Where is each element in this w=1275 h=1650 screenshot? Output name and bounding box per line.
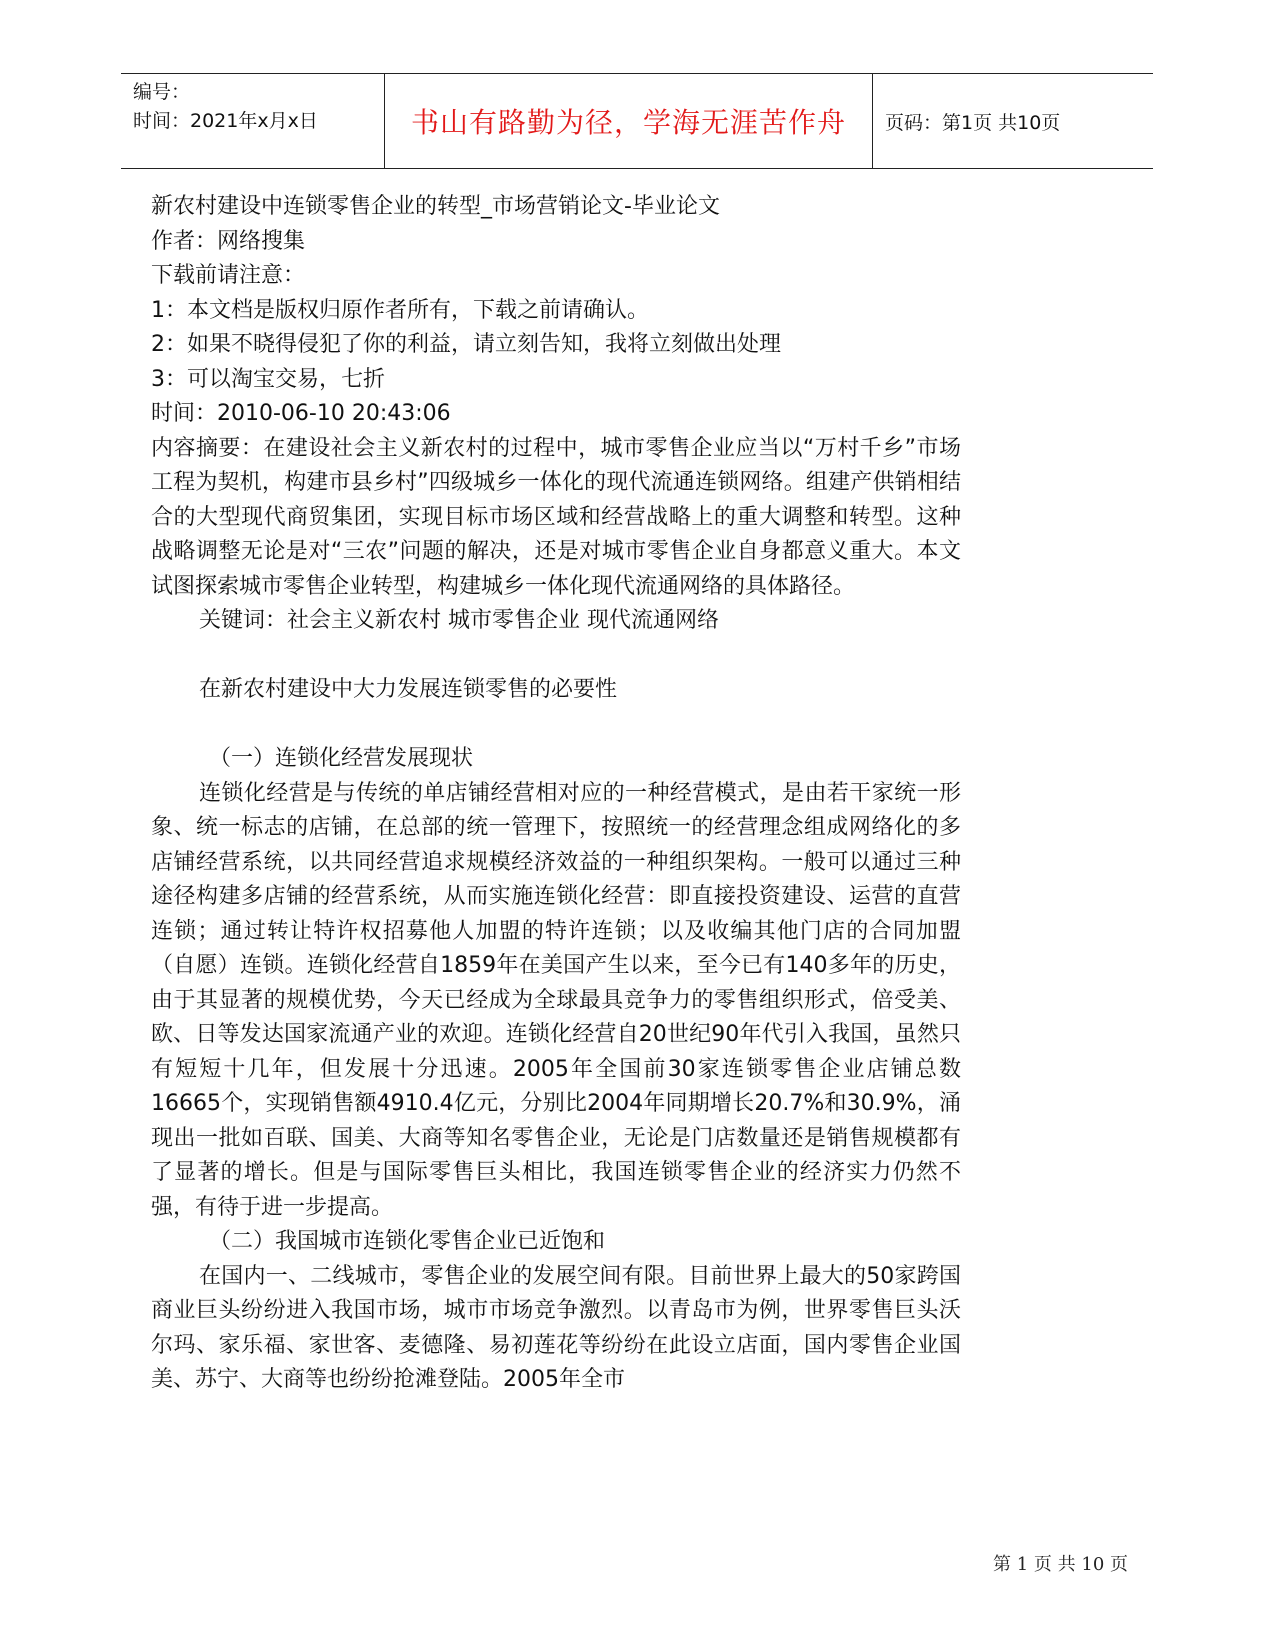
keywords-line: 关键词：社会主义新农村 城市零售企业 现代流通网络 (199, 608, 719, 633)
header-page-info (873, 74, 1153, 168)
page-info-text: 页码：第1页 共10页 (885, 111, 1061, 134)
document-time-label: 时间：2021年x月x日 (133, 110, 318, 132)
motto-text: 书山有路勤为径，学海无涯苦作舟 (410, 106, 846, 139)
footer-page-number: 第 1 页 共 10 页 (993, 1554, 1128, 1575)
notice-heading: 下载前请注意： (151, 263, 306, 288)
notice-item: 1：本文档是版权归原作者所有，下载之前请确认。 (151, 297, 649, 323)
document-number-label: 编号： (133, 81, 191, 103)
article-author: 作者：网络搜集 (151, 228, 306, 254)
header-motto-cell (385, 74, 873, 168)
document-body (151, 190, 961, 1398)
section-heading: 在新农村建设中大力发展连锁零售的必要性 (199, 677, 618, 702)
spacer (151, 708, 961, 743)
body-paragraph: 连锁化经营是与传统的单店铺经营相对应的一种经营模式，是由若干家统一形象、统一标志的店铺，在总部的统一管理下，按照统一的经营理念组成网络化的多店铺经营系统，以共同经营追求规模经济效益的一种组织架构。一般可以通过三种途径构建多店铺的经营系统，从而实施连锁化经营：即直接投资建设、运营的直营连锁；通过转让特许权招募他人加盟的特许连锁；以及收编其他门店的合同加盟（自愿）连锁。连锁化经营自1859年在美国产生以来，至今已有140多年的历史，由于其显著的规模优势，今天已经成为全球最具竞争力的零售组织形式，倍受美、欧、日等发达国家流通产业的欢迎。连锁化经营自20世纪90年代引入我国，虽然只有短短十几年，但发展十分迅速。2005年全国前30家连锁零售企业店铺总数16665个，实现销售额4910.4亿元，分别比2004年同期增长20.7%和30.9%，涌现出一批如百联、国美、大商等知名零售企业，无论是门店数量还是销售规模都有了显著的增长。但是与国际零售巨头相比，我国连锁零售企业的经济实力仍然不强，有待于进一步提高。 (151, 780, 961, 1220)
page-footer (993, 1550, 1128, 1576)
subsection-heading: （二）我国城市连锁化零售企业已近饱和 (209, 1229, 606, 1254)
body-paragraph: 在国内一、二线城市，零售企业的发展空间有限。目前世界上最大的50家跨国商业巨头纷纷进入我国市场，城市市场竞争激烈。以青岛市为例，世界零售巨头沃尔玛、家乐福、家世客、麦德隆、易初莲花等纷纷在此设立店面，国内零售企业国美、苏宁、大商等也纷纷抢滩登陆。2005年全市 (151, 1263, 961, 1392)
spacer (151, 639, 961, 674)
abstract-paragraph: 内容摘要：在建设社会主义新农村的过程中，城市零售企业应当以“万村千乡”市场工程为契机，构建市县乡村”四级城乡一体化的现代流通连锁网络。组建产供销相结合的大型现代商贸集团，实现目标市场区域和经营战略上的重大调整和转型。这种战略调整无论是对“三农”问题的解决，还是对城市零售企业自身都意义重大。本文试图探索城市零售企业转型，构建城乡一体化现代流通网络的具体路径。 (151, 435, 961, 599)
page-header (121, 73, 1153, 169)
article-title: 新农村建设中连锁零售企业的转型_市场营销论文-毕业论文 (151, 194, 720, 219)
notice-item: 2：如果不晓得侵犯了你的利益，请立刻告知，我将立刻做出处理 (151, 332, 781, 357)
subsection-heading: （一）连锁化经营发展现状 (209, 746, 474, 771)
article-time: 时间：2010-06-10 20:43:06 (151, 401, 451, 426)
header-meta (121, 74, 385, 168)
notice-item: 3：可以淘宝交易，七折 (151, 366, 385, 392)
